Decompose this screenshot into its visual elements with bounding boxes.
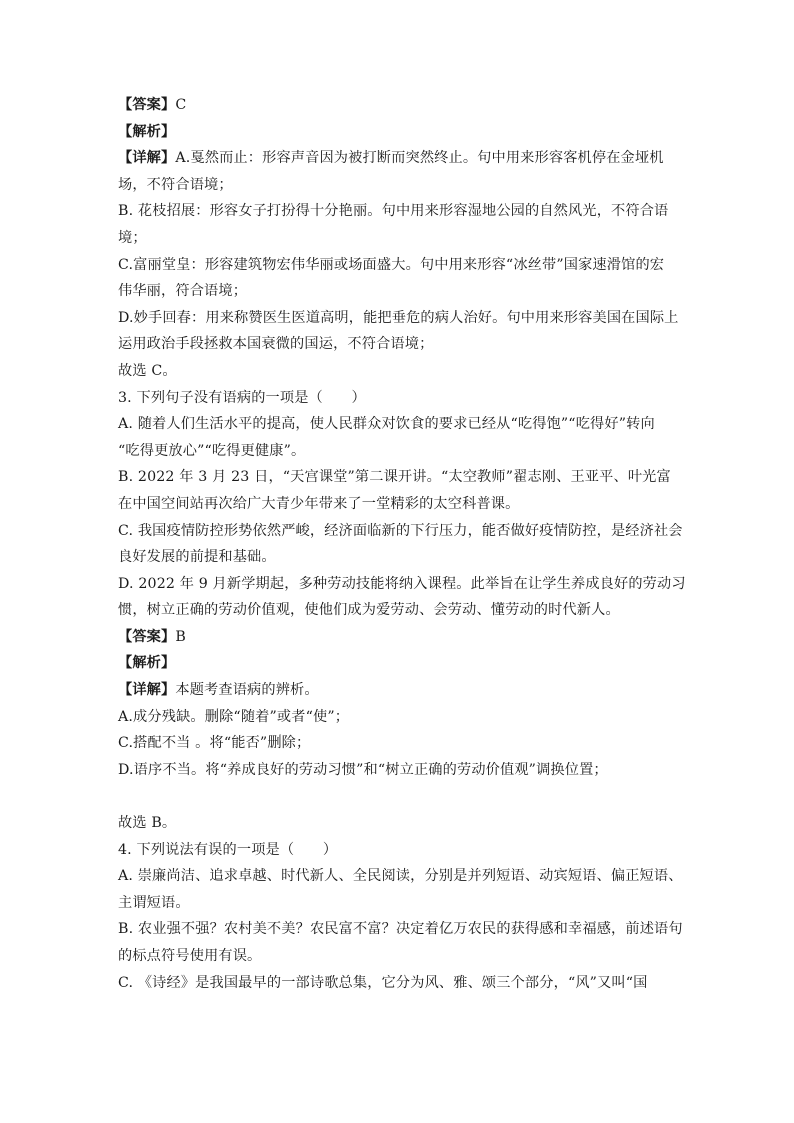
q3-option-c-line-2: 良好发展的前提和基础。 bbox=[118, 549, 276, 566]
q4-option-b-line-1: B. 农业强不强？农村美不美？农民富不富？决定着亿万农民的获得感和幸福感，前述语句 bbox=[118, 921, 683, 938]
q2-option-b-line-1: B. 花枝招展：形容女子打扮得十分艳丽。句中用来形容湿地公园的自然风光，不符合语 bbox=[118, 203, 669, 220]
q2-answer-line bbox=[118, 92, 678, 119]
q2-conclusion: 故选 C。 bbox=[118, 362, 177, 379]
q3-analysis-heading: 【解析】 bbox=[118, 655, 176, 672]
q2-option-d-line-2: 运用政治手段拯救本国衰微的国运，不符合语境； bbox=[118, 336, 434, 353]
answer-tag: 【答案】 bbox=[118, 97, 176, 113]
q3-option-b-line-1: B. 2022 年 3 月 23 日，“天宫课堂”第二课开讲。“太空教师”翟志刚、王亚平、叶光富 bbox=[118, 469, 671, 486]
answer-value: C bbox=[175, 97, 187, 113]
q3-option-d-line-1: D. 2022 年 9 月新学期起，多种劳动技能将纳入课程。此举旨在让学生养成良好的劳动习 bbox=[118, 575, 686, 592]
detail-text: 本题考查语病的辨析。 bbox=[175, 682, 319, 699]
q2-option-c-line-1: C.富丽堂皇：形容建筑物宏伟华丽或场面盛大。句中用来形容“冰丝带”国家速滑馆的宏 bbox=[118, 256, 665, 273]
q2-detail-line-2: 场，不符合语境； bbox=[118, 176, 233, 193]
q2-analysis-heading: 【解析】 bbox=[118, 123, 176, 140]
q2-option-d-line-1: D.妙手回春：用来称赞医生医道高明，能把垂危的病人治好。句中用来形容美国在国际上 bbox=[118, 309, 679, 326]
q3-explanation-a: A.成分残缺。删除“随着”或者“使”； bbox=[118, 708, 350, 725]
q3-option-c-line-1: C. 我国疫情防控形势依然严峻，经济面临新的下行压力，能否做好疫情防控，是经济社会 bbox=[118, 522, 683, 539]
document-page bbox=[118, 92, 686, 996]
q3-question: 3. 下列句子没有语病的一项是（ ） bbox=[118, 389, 366, 406]
detail-text: A.戛然而止：形容声音因为被打断而突然终止。句中用来形容客机停在金垭机 bbox=[175, 150, 664, 167]
q3-explanation-c: C.搭配不当 。将“能否”删除； bbox=[118, 735, 311, 752]
q4-option-a-line-1: A. 崇廉尚洁、追求卓越、时代新人、全民阅读，分别是并列短语、动宾短语、偏正短语、 bbox=[118, 868, 683, 885]
q3-answer-line bbox=[118, 624, 678, 651]
q4-option-c-line-1: C. 《诗经》是我国最早的一部诗歌总集，它分为风、雅、颂三个部分，“风”又叫“国 bbox=[118, 974, 648, 991]
q4-option-a-line-2: 主谓短语。 bbox=[118, 894, 190, 911]
q3-detail-line bbox=[118, 677, 678, 704]
answer-value: B bbox=[175, 628, 186, 645]
q2-detail-line-1 bbox=[118, 145, 678, 172]
q4-option-b-line-2: 的标点符号使用有误。 bbox=[118, 948, 262, 964]
q3-explanation-d: D.语序不当。将“养成良好的劳动习惯”和“树立正确的劳动价值观”调换位置； bbox=[118, 761, 608, 778]
q2-option-b-line-2: 境； bbox=[118, 229, 147, 246]
blank-line bbox=[118, 783, 678, 810]
q3-conclusion: 故选 B。 bbox=[118, 815, 177, 832]
detail-tag: 【详解】 bbox=[118, 682, 176, 699]
q3-option-b-line-2: 在中国空间站再次给广大青少年带来了一堂精彩的太空科普课。 bbox=[118, 495, 520, 512]
q4-question: 4. 下列说法有误的一项是（ ） bbox=[118, 841, 338, 858]
q3-option-a-line-1: A. 随着人们生活水平的提高，使人民群众对饮食的要求已经从“吃得饱”“吃得好”转向 bbox=[118, 416, 655, 433]
answer-tag: 【答案】 bbox=[118, 628, 176, 645]
q3-option-a-line-2: “吃得更放心”“吃得更健康”。 bbox=[118, 442, 306, 459]
q2-option-c-line-2: 伟华丽，符合语境； bbox=[118, 283, 248, 300]
detail-tag: 【详解】 bbox=[118, 150, 176, 167]
q3-option-d-line-2: 惯，树立正确的劳动价值观，使他们成为爱劳动、会劳动、懂劳动的时代新人。 bbox=[118, 602, 620, 619]
